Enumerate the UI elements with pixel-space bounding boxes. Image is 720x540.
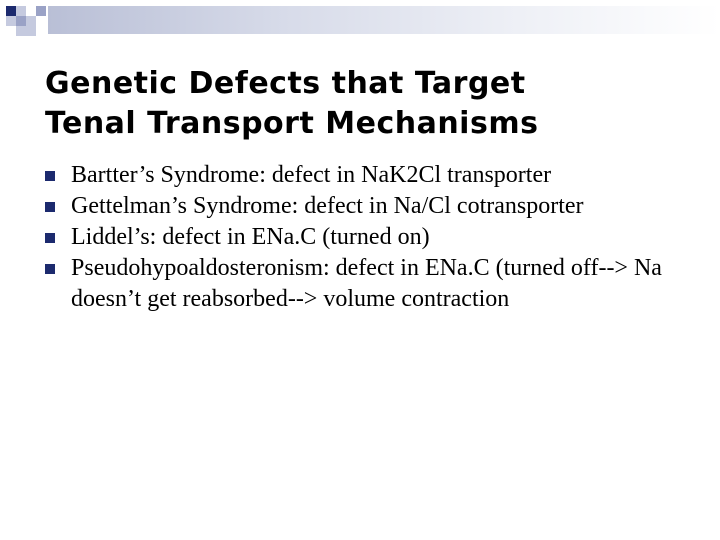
bullet-item [45,191,695,222]
bullet-list [45,160,695,315]
decor-square [6,6,16,16]
square-bullet-icon [45,171,55,181]
square-bullet-icon [45,264,55,274]
header-gradient-bar [48,6,720,34]
decor-square [6,16,16,26]
decor-square [26,16,36,26]
slide-title-line-2: Tenal Transport Mechanisms [45,106,539,141]
slide-title [45,64,685,144]
decor-square [16,26,26,36]
bullet-text: Bartter’s Syndrome: defect in NaK2Cl transporter [71,162,552,188]
header-decoration [0,0,720,44]
decor-square [16,6,26,16]
slide-title-line-1: Genetic Defects that Target [45,66,526,101]
bullet-text: Gettelman’s Syndrome: defect in Na/Cl cotransporter [71,193,584,219]
square-bullet-icon [45,233,55,243]
decor-square [16,16,26,26]
bullet-text: Pseudohypoaldosteronism: defect in ENa.C (turned off--> Na doesn’t get reabsorbed--> volume contraction [71,255,662,312]
bullet-text: Liddel’s: defect in ENa.C (turned on) [71,224,430,250]
bullet-item [45,222,695,253]
bullet-item [45,253,695,315]
square-bullet-icon [45,202,55,212]
bullet-item [45,160,695,191]
decor-square [26,26,36,36]
decor-square [36,6,46,16]
